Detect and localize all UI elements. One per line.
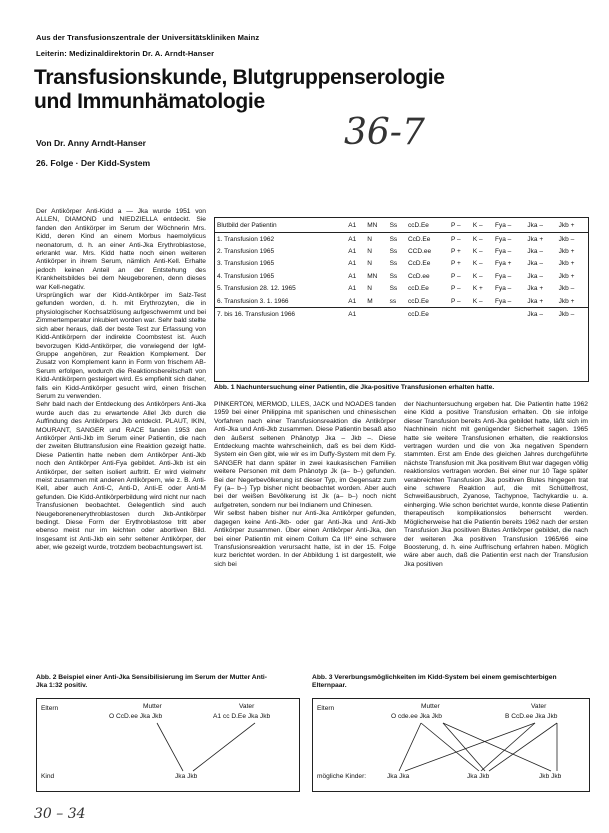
fig3-child-2: Jka Jkb — [467, 773, 490, 780]
table-cell: Ss — [389, 248, 398, 256]
table-row — [215, 295, 588, 308]
table-cell: Jka – — [527, 221, 543, 229]
table-cell: 5. Transfusion 28. 12. 1965 — [217, 285, 296, 293]
table-cell — [471, 308, 493, 321]
table-cell: Jkb + — [558, 248, 575, 256]
table-row — [215, 283, 588, 295]
title-line-2: und Immunhämatologie — [34, 90, 265, 113]
table-cell: P – — [450, 221, 461, 229]
table-cell: Jka – — [527, 248, 543, 256]
title-line-1: Transfusionskunde, Blutgruppenserologie — [34, 66, 445, 89]
table-cell: MN — [367, 272, 378, 280]
table-cell: Jkb – — [557, 308, 588, 321]
paragraph: PINKERTON, MERMOD, LILES, JACK und NOADES fanden 1959 bei einer Philippina mit spanischen und chinesischen Vorfahren nach einer Transfusionsreaktion die Antikörper Anti-Jka und Anti-Jkb zusammen. Diese Patientin besaß also den äußerst seltenen Phänotyp Jka – Jkb –. Diese Entdeckung machte wahrscheinlich, daß es bei dem Kidd-System ein Gen gibt, wie wir es im Duffy-System mit dem Fy. SANGER hat dann später in zwei kaukasischen Familien weitere Personen mit dem Phänotyp Jk (a– b–) gefunden. Bei der Negerbevölkerung ist dieser Typ, im Gegensatz zum Fy (a– b–) Typ bisher nicht beobachtet worden. Aber auch bei der weißen Bevölkerung ist Jk (a– b–) noch nicht aufgetreten, sondern nur bei Indianern und Chinesen. — [214, 401, 396, 509]
table-cell — [388, 308, 406, 321]
fig2-mutter-genotype: O CcD.ee Jka Jkb — [109, 713, 163, 720]
table-cell: A1 — [348, 221, 357, 229]
table-row — [215, 245, 588, 257]
table-row — [215, 258, 588, 270]
page-number-handwritten: 30 – 34 — [34, 806, 86, 822]
paragraph: Der Antikörper Anti-Kidd a — Jka wurde 1951 von ALLEN, DIAMOND und NIEDZIELLA entdeckt. Sie fanden den Antikörper im Serum der Wöchnerin Mrs. Kidd, deren Kind an einem Morbus haemolyticus neonatorum, d. h. an einer Anti-Jka Erythroblastose, erkrankt war. Mrs. Kidd hatte noch einen weiteren Antikörper in ihrem Serum, nämlich Anti-Kell. Erhalte jedoch keinen Anteil an der Entstehung des Krankheitsbildes bei dem Neugeborenen, denn dieses war Kell-negativ. — [36, 208, 206, 291]
table-cell: N — [367, 248, 372, 256]
table-cell: Jka – — [527, 260, 543, 268]
table-cell: Jka + — [527, 297, 544, 305]
table-cell: K – — [472, 297, 483, 305]
table-row — [215, 270, 588, 282]
table-cell: Jkb + — [558, 272, 575, 280]
table-cell: P – — [450, 285, 461, 293]
table-cell: K – — [471, 233, 493, 246]
table-cell: P – — [450, 297, 461, 305]
table-cell: Fya + — [495, 260, 512, 268]
fig3-vater-label: Vater — [531, 703, 547, 710]
table-cell: Jka – — [525, 308, 556, 321]
paragraph: Sehr bald nach der Entdeckung des Antikörpers Anti-Jka wurde auch das zu erwartende Allel Jkb durch die Auffindung des Antikörpers Jkb entdeckt. PLAUT, IKIN, MOURANT, SANGER und RACE fanden 1953 den Antikörper Anti-Jkb im Serum einer Patientin, die nach der zweiten Bluttransfusion eine Reaktion gezeigt hatte. Diese Patientin hatte neben dem Antikörper Anti-Jkb noch den Antikörper Anti-Fya gebildet. Anti-Jkb ist ein Antikörper, der selten isoliert auftritt. Er wird vielmehr meist zusammen mit anderen Antikörpern, wie z. B. Anti-Kell, aber auch Anti-C, Anti-D, Anti-E oder Anti-M gefunden. Die Kidd-Antikörperbildung wird nicht nur nach Transfusionen beobachtet. Gelegentlich sind auch Neugeborenenerythroblastosen durch Jkb-Antikörper bedingt. Diese Form der Erythroblastose tritt aber ebenso meist nur im leichten oder abortiven Bild. Insgesamt ist Anti-Jkb ein sehr seltener Antikörper, der aber, wie gezeigt wurde, trotzdem beobachtungswert ist. — [36, 401, 206, 552]
table-cell: K + — [472, 285, 483, 293]
page-title — [34, 66, 504, 114]
table-cell: K – — [472, 221, 483, 229]
table-cell: CCD.ee — [407, 248, 432, 256]
table-cell: Fya – — [495, 272, 512, 280]
series-label: 26. Folge · Der Kidd-System — [36, 158, 151, 168]
table-cell: N — [365, 233, 387, 246]
table-cell: Fya – — [495, 248, 512, 256]
table-cell: Fya – — [495, 221, 512, 229]
table-cell: Jka – — [527, 272, 543, 280]
figure2-diagram — [36, 698, 300, 792]
table-caption: Abb. 1 Nachuntersuchung einer Patientin, die Jka-positive Transfusionen erhalten hatte. — [214, 384, 495, 391]
table-cell: CcD.Ee — [407, 260, 431, 268]
table-cell: Blutbild der Patientin — [217, 221, 277, 229]
table-row — [215, 233, 588, 246]
table-cell: Fya – — [493, 233, 525, 246]
table-cell: 2. Transfusion 1965 — [217, 248, 275, 256]
fig3-kinder-label: mögliche Kinder: — [317, 773, 367, 780]
table-cell: 6. Transfusion 3. 1. 1966 — [217, 297, 289, 305]
table-cell: ccD.Ee — [407, 297, 429, 305]
table-cell: A1 — [348, 297, 357, 305]
table-cell: Jkb – — [557, 233, 588, 246]
table-cell: Ss — [389, 221, 398, 229]
fig3-mutter-label: Mutter — [421, 703, 440, 710]
fig2-lines — [37, 699, 299, 791]
fig2-kind-genotype: Jka Jkb — [175, 773, 198, 780]
table-cell: Fya – — [495, 297, 512, 305]
table-cell: M — [367, 297, 373, 305]
table-cell: Fya – — [495, 285, 512, 293]
table-cell: Ss — [389, 260, 398, 268]
fig3-vater-genotype: B CcD.ee Jka Jkb — [505, 713, 558, 720]
left-column — [36, 208, 206, 656]
table-cell: Jka + — [525, 233, 556, 246]
paragraph: der Nachuntersuchung ergeben hat. Die Patientin hatte 1962 eine Kidd a positive Transfusion erhalten. Ob sie infolge dieser Transfusion bereits Anti-Jka gebildet hatte, läßt sich im Nachhinein nicht mit genügender Sicherheit sagen. 1965 hatte sie weitere Transfusionen erhalten, die reaktionslos vertragen wurden und die von Jka negativen Spendern stammten. Erst am Ende des gleichen Jahres durchgeführte nächste Transfusion mit Jka positivem Blut war dagegen völlig reaktionslos vertragen worden. Bei einer nur 10 Tage später verabreichten Transfusion Jka positiven Blutes hingegen trat eine schwere Reaktion auf, die mit Schüttelfrost, Schweißausbruch, Zyanose, Tachypnoe, Tachykardie u. a. einherging. Wie schon berichtet wurde, konnte diese Patientin therapeutisch komplikationslos beherrscht werden. Möglicherweise hat die Patientin bereits 1962 nach der ersten Transfusion Jka positiven Blutes Antikörper gebildet, die nach der weiteren Jka positiven Transfusion 1965/66 eine Boosterung, d. h. eine Auffrischung erfahren haben. Möglich wäre aber auch, daß die Patientin erst nach der Transfusion Jka positiven — [404, 401, 588, 568]
header-institution: Aus der Transfusionszentrale der Universitätskliniken Mainz — [36, 33, 260, 42]
table-cell: Ss — [389, 272, 398, 280]
kidd-table — [215, 218, 588, 321]
table-cell: CcD.ee — [407, 272, 430, 280]
table-cell: Jkb + — [558, 221, 575, 229]
table-cell: P + — [450, 260, 461, 268]
fig3-child-1: Jka Jka — [387, 773, 410, 780]
fig2-kind-label: Kind — [41, 773, 55, 780]
table-cell — [449, 308, 471, 321]
table-cell: K – — [472, 260, 483, 268]
table-cell: CcD.Ee — [406, 233, 449, 246]
table-cell: N — [367, 260, 372, 268]
figure2-caption: Abb. 2 Beispiel einer Anti-Jka Sensibilisierung im Serum der Mutter Anti-Jka 1:32 positiv. — [36, 674, 268, 689]
table-cell: 1. Transfusion 1962 — [215, 233, 346, 246]
figure3-diagram — [312, 698, 590, 792]
table-cell: K – — [472, 272, 483, 280]
paragraph: Wir selbst haben bisher nur Anti-Jka Antikörper gefunden, dagegen keine Anti-Jkb- oder gar Anti-Jka und Anti-Jkb Antikörper zusammen. Über einen Antikörper Anti-Jka, den bei einer Patientin mit einem Collum Ca IIIº eine schwere Transfusionsreaktion verursacht hatte, ist in der 15. Folge kurz berichtet worden. In der Abbildung 1 ist dargestellt, wie sich bei — [214, 510, 396, 568]
table-cell: P + — [450, 248, 461, 256]
table-cell: 7. bis 16. Transfusion 1966 — [215, 308, 346, 321]
table-cell: 4. Transfusion 1965 — [217, 272, 275, 280]
table-cell: N — [367, 285, 372, 293]
table-abb1 — [214, 217, 589, 382]
table-cell: A1 — [346, 308, 365, 321]
table-row — [215, 308, 588, 321]
table-cell: Jka + — [527, 285, 544, 293]
author: Von Dr. Anny Arndt-Hanser — [36, 138, 146, 148]
table-cell: ccD.Ee — [407, 221, 429, 229]
table-cell: A1 — [348, 248, 357, 256]
handwritten-annotation: 36-7 — [344, 112, 425, 153]
table-cell: Ss — [389, 285, 398, 293]
middle-column — [214, 401, 396, 655]
header-leader: Leiterin: Medizinaldirektorin Dr. A. Arndt-Hanser — [36, 49, 215, 58]
table-cell — [493, 308, 525, 321]
table-cell: Ss — [388, 233, 406, 246]
table-cell: ccD.Ee — [407, 285, 429, 293]
table-header-row — [215, 218, 588, 233]
fig2-vater-genotype: A1 cc D.Ee Jka Jkb — [213, 713, 271, 720]
table-cell: 3. Transfusion 1965 — [217, 260, 275, 268]
table-cell — [365, 308, 387, 321]
table-cell: ccD.Ee — [406, 308, 449, 321]
fig2-mutter-label: Mutter — [143, 703, 162, 710]
table-cell: A1 — [348, 260, 357, 268]
table-cell: Jkb + — [558, 297, 575, 305]
table-cell: Jkb + — [558, 260, 575, 268]
table-cell: P – — [449, 233, 471, 246]
figure3-caption: Abb. 3 Vererbungsmöglichkeiten im Kidd-System bei einem gemischterbigen Elternpaar. — [312, 674, 557, 689]
table-cell: A1 — [348, 285, 357, 293]
fig2-vater-label: Vater — [239, 703, 255, 710]
right-column — [404, 401, 588, 655]
fig3-child-3: Jkb Jkb — [539, 773, 562, 780]
table-cell: MN — [367, 221, 378, 229]
table-cell: A1 — [348, 272, 357, 280]
table-cell: Jkb – — [558, 285, 575, 293]
table-cell: K – — [472, 248, 483, 256]
table-cell: A1 — [346, 233, 365, 246]
fig3-lines — [313, 699, 589, 791]
fig3-mutter-genotype: O cde.ee Jka Jkb — [391, 713, 442, 720]
fig3-eltern-label: Eltern — [317, 705, 335, 712]
table-cell: P – — [450, 272, 461, 280]
fig2-eltern-label: Eltern — [41, 705, 59, 712]
table-cell: ss — [389, 297, 397, 305]
paragraph: Ursprünglich war der Kidd-Antikörper im Salz-Test gefunden worden, d. h. mit Erythrozyten, die in physiologischer Kochsalzlösung aufgeschwemmt und bei Zimmertemperatur inkubiert worden war. Sehr bald stellte sich aber heraus, daß der beste Test zur Erfassung von Kidd-Antikörpern der indirekte Coombstest ist. Auch bevorzugen Kidd-Antikörper, die vorwiegend der IgM-Gruppe angehören, zur Reaktion Komplement. Der Zusatz von Komplement kann in Form von frischem AB-Serum erfolgen, wodurch die Reaktionsbereitschaft von Kidd-Antikörpern gesteigert wird. Es empfiehlt sich daher, falls ein Kidd-Antikörper gesucht wird, einen frischen Serum zu verwenden. — [36, 292, 206, 400]
